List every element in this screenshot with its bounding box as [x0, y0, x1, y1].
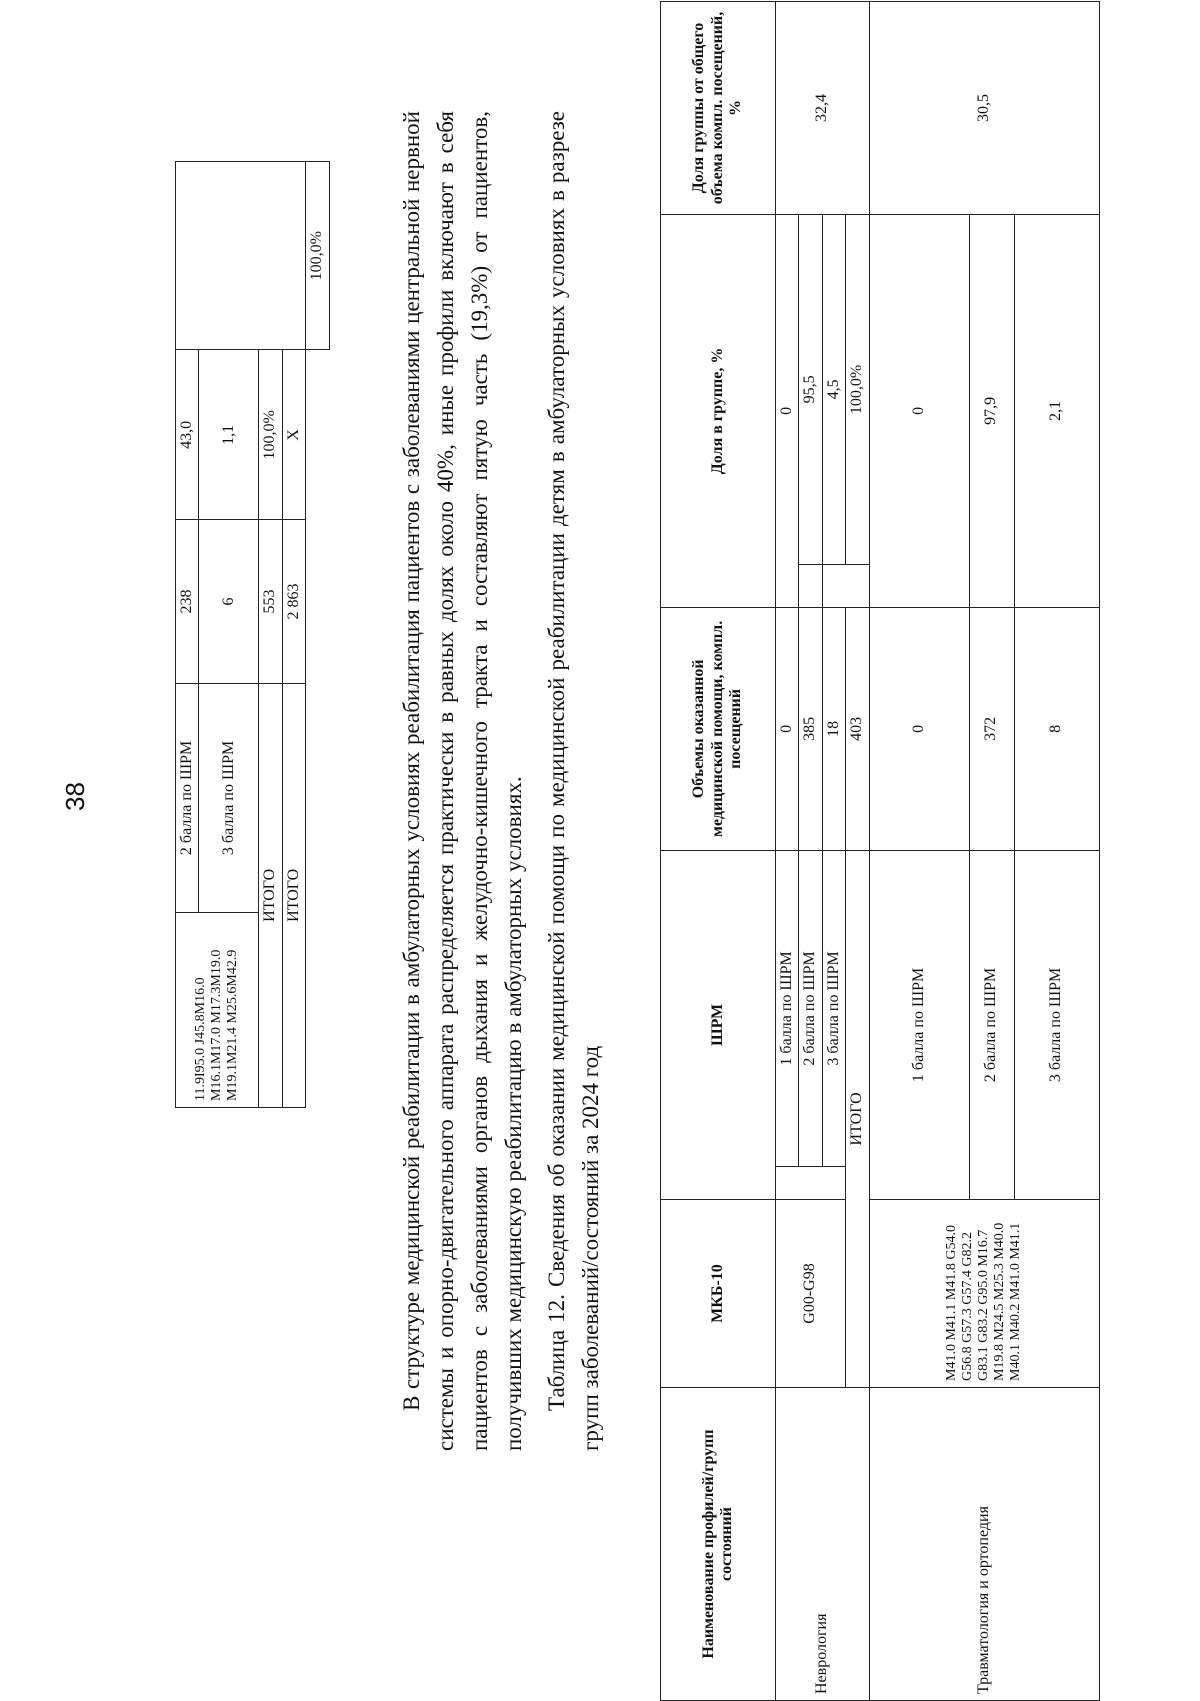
subtotal-label: ИТОГО: [846, 850, 869, 1387]
group-share-neurology: 32,4: [776, 2, 870, 215]
share-cell: 2,1: [1014, 215, 1099, 608]
volume-cell: 385: [799, 607, 822, 850]
icd-traumatology: M41.0 M41.1 M41.8 G54.0 G56.8 G57.3 G57.4 G82.2 G83.1 G83.2 G95.0 M16.7 M19.8 M24.5 M25.3 M40.0 M40.1 M40.2 M41.0 M41.1: [869, 1200, 1099, 1388]
profile-traumatology: Травматология и ортопедия: [869, 1388, 1099, 1701]
table-header-row: [661, 2, 776, 1701]
total-volume: 2 863: [282, 520, 305, 683]
subtotal-share: 100,0%: [846, 215, 869, 565]
table-12: [660, 1, 1100, 1701]
volume-cell: 8: [1014, 607, 1099, 850]
shrm-cell: 1 балла по ШРМ: [776, 850, 799, 1166]
subtotal-label: ИТОГО: [259, 683, 282, 1107]
summary-paragraph: В структуре медицинской реабилитации в амбулаторных условиях реабилитация пациентов с заболеваниями центральной нервной системы и опорно-двигательного аппарата распределяется практически в равных долях около 40%, иные профили включают в себя пациентов с заболеваниями органов дыхания и желудочно-кишечного тракта и составляют пятую часть (19,3%) от пациентов, получивших медицинскую реабилитацию в амбулаторных условиях.: [399, 111, 526, 1451]
table-row: [869, 2, 969, 1701]
shrm-cell: 3 балла по ШРМ: [199, 683, 259, 913]
total-label: ИТОГО: [282, 683, 305, 1107]
table-row: [776, 2, 799, 1701]
share-cell: 4,5: [822, 215, 845, 565]
volume-cell: 6: [199, 520, 259, 683]
share-cell: 1,1: [199, 350, 259, 520]
header-share-in-group: Доля в группе, %: [661, 215, 776, 608]
volume-cell: 18: [822, 607, 845, 850]
shrm-cell: 2 балла по ШРМ: [969, 850, 1014, 1199]
group-share-total-cell: [176, 162, 306, 350]
shrm-cell: 2 балла по ШРМ: [176, 683, 199, 913]
header-volume: Объемы оказанной медицинской помощи, компл. посещений: [661, 607, 776, 850]
continuation-table: [175, 161, 330, 1501]
volume-cell: 0: [869, 607, 969, 850]
share-cell: 95,5: [799, 215, 822, 565]
volume-cell: 372: [969, 607, 1014, 850]
subtotal-volume: 553: [259, 520, 282, 683]
table-row: [259, 162, 282, 1502]
subtotal-volume: 403: [846, 607, 869, 850]
table-row: [199, 162, 259, 1502]
total-share: Х: [282, 350, 305, 520]
share-cell: 0: [869, 215, 969, 608]
header-profile: Наименование профилей/групп состояний: [661, 1388, 776, 1701]
icd-codes-cell: 11.9I95.0 J45.8M16.0 M16.1M17.0 M17.3M19.0 M19.1M21.4 M25.6M42.9: [176, 913, 259, 1108]
group-share-traumatology: 30,5: [869, 2, 1099, 215]
shrm-cell: 2 балла по ШРМ: [799, 850, 822, 1166]
share-cell: 97,9: [969, 215, 1014, 608]
total-group-share: 100,0%: [306, 162, 329, 350]
page-number: 38: [60, 782, 90, 811]
volume-cell: 238: [176, 520, 199, 683]
table-row: [306, 162, 329, 1502]
table-row: [176, 162, 199, 1502]
share-cell: 0: [776, 215, 799, 608]
subtotal-share: 100,0%: [259, 350, 282, 520]
table-row: [282, 162, 305, 1502]
shrm-cell: 1 балла по ШРМ: [869, 850, 969, 1199]
shrm-cell: 3 балла по ШРМ: [1014, 850, 1099, 1199]
icd-neurology: G00-G98: [776, 1200, 846, 1388]
header-group-share: Доля группы от общего объема компл. посещений, %: [661, 2, 776, 215]
volume-cell: 0: [776, 607, 799, 850]
table-caption: Таблица 12. Сведения об оказании медицинской помощи по медицинской реабилитации детям в амбулаторных условиях в разрезе групп заболеваний/состояний за 2024 год: [544, 111, 603, 1451]
header-shrm: ШРМ: [661, 850, 776, 1199]
shrm-cell: 3 балла по ШРМ: [822, 850, 845, 1166]
profile-neurology: Неврология: [776, 1388, 870, 1701]
share-cell: 43,0: [176, 350, 199, 520]
header-icd: МКБ-10: [661, 1200, 776, 1388]
